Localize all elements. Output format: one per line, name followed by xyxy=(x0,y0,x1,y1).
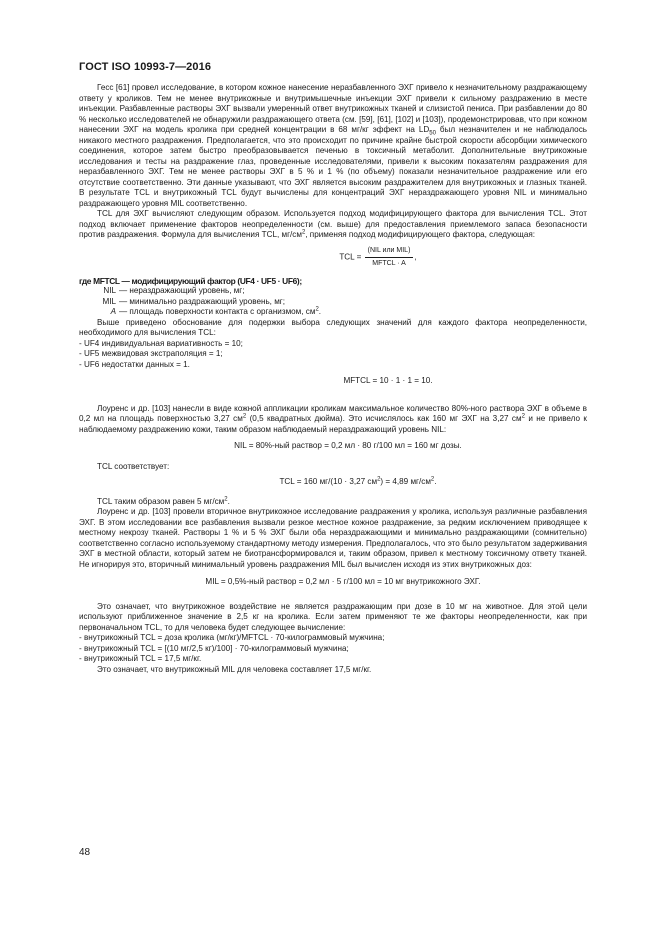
paragraph-tcl-method: TCL для ЭХГ вычисляют следующим образом. Используется подход модифицирующего фактора для вычисления TCL. Этот подход включает применение факторов неопределенности (см. выше) для предоставления приемлемого запаса безопасности против раздражения. Формула для вычисления TCL, $мг/см^2$, применяя подход модифицирующего фактора, следующая: xyxy=(79,209,587,239)
list-item: - UF6 недостатки данных = 1. xyxy=(79,359,190,369)
definition-area: A — площадь поверхности контакта с организмом, $см^2$. xyxy=(110,306,322,316)
fraction-denominator: MFTCL · A xyxy=(372,259,406,267)
calc-list xyxy=(79,633,587,665)
uf-list xyxy=(79,339,587,371)
list-item: - внутрикожный TCL = 17,5 мг/кг. xyxy=(79,654,202,663)
fraction-numerator: (NIL или MIL) xyxy=(365,246,414,258)
tcl-corresponds: TCL соответствует: xyxy=(97,461,170,471)
formula-mftcl: MFTCL = 10 · 1 · 1 = 10. xyxy=(343,376,433,385)
where-line: где MFTCL — модифицирующий фактор (UF4 · UF5 · UF6); xyxy=(79,275,302,286)
list-item: - UF5 межвидовая экстраполяция = 1; xyxy=(79,349,223,358)
formula-tcl: TCL = $\frac{\text{(NIL или MIL)}}{\text{MFTCL · A}}$ , xyxy=(339,246,417,267)
paragraph-uncertainty-factors: Выше приведено обоснование для подержки выбора следующих значений для каждого фактора неопределенности, необходимого для вычисления TCL: xyxy=(79,317,587,337)
paragraph-conclusion: Это означает, что внутрикожный MIL для человека составляет 17,5 мг/кг. xyxy=(97,664,372,674)
list-item: - внутрикожный TCL = [(10 мг/2,5 кг)/100] · 70-килограммовый мужчина; xyxy=(79,643,349,653)
formula-fraction xyxy=(365,246,414,269)
list-item: - UF4 индивидуальная вариативность = 10; xyxy=(79,338,243,348)
paragraph-hess: Гесс [61] провел исследование, в котором кожное нанесение неразбавленного ЭХГ привело к незначительному раздражающему ответу у кроликов. Тем не менее внутрикожные и внутримышечные инъекции ЭХГ привели к сильному раздражению в месте инъекции. Разбавленные растворы ЭХГ вызвали умеренный ответ внутрикожных тканей и слизистой пениса. При разбавлении до 80 % несколько исследователей не обнаружили раздражающего ответа (см. [59], [61], [102] и [103]), продемонстрировав, что при кожном нанесении ЭХГ на модель кролика при средней концентрации в 68 мг/кг эффект на $LD_{50}$ был незначителен и не наблюдалось никакого местного раздражения. Предполагается, что это происходит по причине крайне быстрой скорости абсорбции химического соединения, которое затем быстро преобразовывается печенью в токсичный метаболит. Дополнительные внутрикожные исследования и тесты на раздражение глаз, проведенные исследователями, привели к высоким показателям раздражения для неразбавленного ЭХГ. Тем не менее растворы ЭХГ в 5 % и 1 % (по объему) показали незначительное раздражение или его отсутствие соответственно. Эти данные указывают, что ЭХГ является высоким раздражителем для внутрикожных и глазных тканей. В результате TCL и внутрикожный TCL будут вычислены для концентраций ЭХГ нераздражающего уровня NIL и минимально раздражающего уровня MIL соответственно. xyxy=(79,83,587,208)
page-number: 48 xyxy=(79,847,91,858)
tcl-equals: TCL таким образом равен 5 $мг/см^2$. xyxy=(97,495,230,506)
definitions-list xyxy=(79,286,587,318)
formula-nil: NIL = 80%-ный раствор = 0,2 мл · 80 г/100 мл = 160 мг дозы. xyxy=(234,441,462,450)
paragraph-intradermal: Это означает, что внутрикожное воздействие не является раздражающим при дозе в 10 мг на животное. Для этой цели используют приближенное значение в 2,5 кг на кролика. Если затем применяют те же факторы неопределенности, как при первоначальном TCL, то для человека будет следующее вычисление: xyxy=(79,601,587,632)
list-item: - внутрикожный TCL = доза кролика (мг/кг)/MFTCL · 70-килограммовый мужчина; xyxy=(79,633,385,642)
paragraph-lawrence-2: Лоуренс и др. [103] провели вторичное внутрикожное исследование раздражения у кролика, используя различные разбавления ЭХГ. В этом исследовании все разбавления вызвали резкое местное кожное раздражение, за редким исключением приводящее к местному некрозу тканей. Растворы 1 % и 5 % ЭХГ были оба нераздражающими и минимально раздражающими (сомнительно) соответственно согласно используемому стандартному методу измерения. Предполагалось, что это было результатом задерживания ЭХГ в местной области, который затем не биотрансформировался и, таким образом, привел к местному токсичному ответу тканей. Не игнорируя это, вторичный минимальный уровень раздражения MIL был вычислен исходя из этих внутрикожных доз: xyxy=(79,507,587,569)
paragraph-lawrence-1: Лоуренс и др. [103] нанесли в виде кожной аппликации кроликам максимальное количество 80%-ного раствора ЭХГ в объеме в 0,2 мл на площадь поверхностью 3,27 $см^2$ (0,5 квадратных дюйма). Это исчислялось как 160 мг ЭХГ на 3,27 $см^2$ и не привело к наблюдаемому раздражению кожи, таким образом наблюдаемый нераздражающий уровень NIL: xyxy=(79,403,587,434)
definition-mil: MIL — минимально раздражающий уровень, мг; xyxy=(102,296,286,306)
definition-nil: NIL — нераздражающий уровень, мг; xyxy=(103,286,245,295)
page-content xyxy=(79,83,587,675)
formula-tcl-value: TCL = 160 мг/(10 · 3,27 $см^2) = 4,89$ $мг/см^2$. xyxy=(279,476,437,486)
page-header: ГОСТ ISO 10993-7—2016 xyxy=(79,61,212,73)
formula-mil: MIL = 0,5%-ный раствор = 0,2 мл · 5 г/100 мл = 10 мг внутрикожного ЭХГ. xyxy=(205,577,481,586)
